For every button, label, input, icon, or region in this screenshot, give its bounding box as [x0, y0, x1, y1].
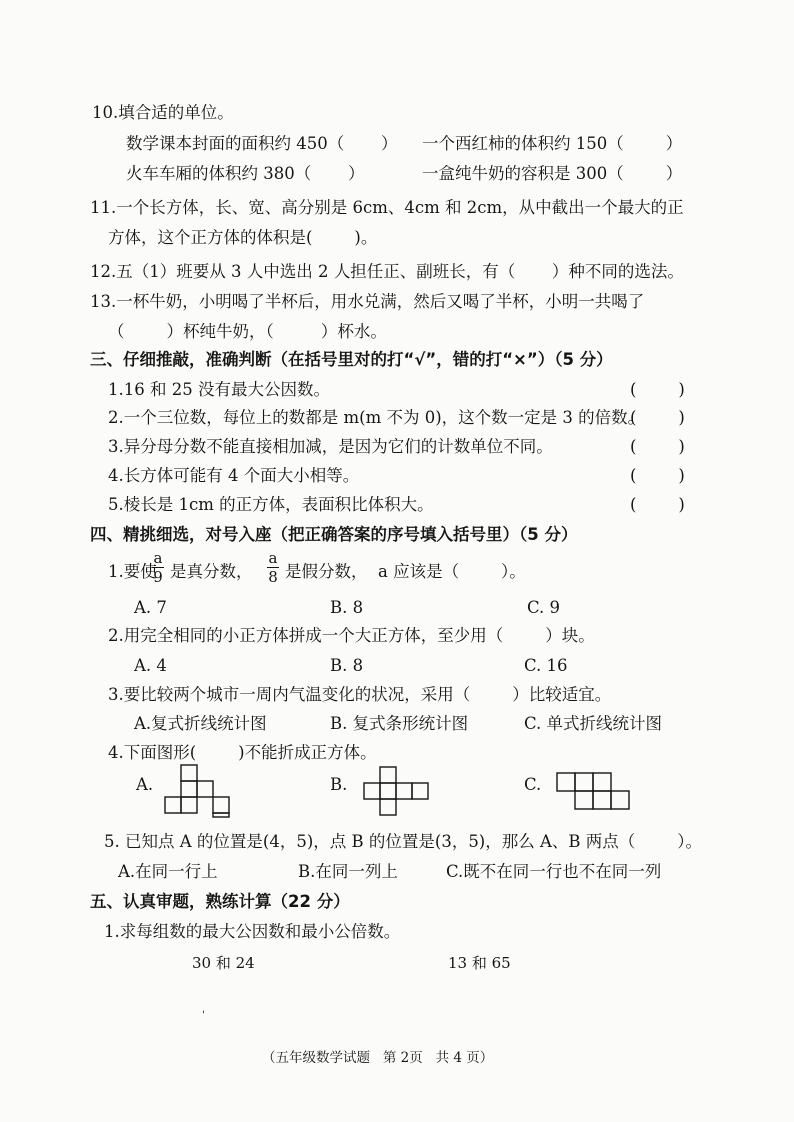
s4-q4-option-c: C. — [524, 775, 542, 794]
s4-q1-option-b: B. 8 — [330, 598, 364, 617]
s3-item-5: 5.棱长是 1cm 的正方体，表面积比体积大。 — [108, 495, 434, 514]
cube-net-c — [556, 772, 630, 812]
s4-q2-option-c: C. 16 — [524, 656, 568, 675]
section4-heading: 四、精挑细选，对号入座（把正确答案的序号填入括号里）（5 分） — [90, 525, 578, 544]
stray-mark: ' — [202, 1010, 205, 1021]
s3-answer-paren-1: ( ) — [630, 380, 685, 399]
cube-net-a — [164, 764, 234, 818]
s4-q2-text: 2.用完全相同的小正方体拼成一个大正方体，至少用（ ）块。 — [108, 626, 595, 645]
q10-title: 10.填合适的单位。 — [92, 103, 234, 122]
s3-item-1: 1.16 和 25 没有最大公因数。 — [108, 380, 330, 399]
s4-q3-option-c: C. 单式折线统计图 — [524, 714, 663, 733]
s4-q1-option-c: C. 9 — [527, 598, 561, 617]
s4-q5-option-a: A.在同一行上 — [118, 862, 218, 881]
s5-pair-1: 30 和 24 — [192, 954, 255, 972]
s3-answer-paren-3: ( ) — [630, 437, 685, 456]
q11-line1: 11.一个长方体，长、宽、高分别是 6cm、4cm 和 2cm，从中截出一个最大的正 — [90, 198, 684, 217]
q10-line2-right: 一盒纯牛奶的容积是 300（ ） — [422, 164, 683, 183]
s4-q1-fraction-a-over-8 — [267, 550, 279, 585]
s3-item-4: 4.长方体可能有 4 个面大小相等。 — [108, 466, 360, 485]
frac1-numerator: a — [153, 549, 163, 567]
s3-item-3: 3.异分母分数不能直接相加减，是因为它们的计数单位不同。 — [108, 437, 553, 456]
cube-net-b — [363, 766, 433, 818]
s4-q1-suffix: 是假分数， a 应该是（ ）。 — [285, 562, 526, 581]
s3-answer-paren-5: ( ) — [630, 495, 685, 514]
s4-q1-prefix: 1.要使 — [108, 562, 157, 581]
s4-q2-option-a: A. 4 — [134, 656, 167, 675]
s4-q2-option-b: B. 8 — [330, 656, 364, 675]
q10-line1-right: 一个西红柿的体积约 150（ ） — [422, 134, 683, 153]
s4-q5-text: 5. 已知点 A 的位置是(4，5)，点 B 的位置是(3，5)，那么 A、B 两点（ ）。 — [104, 832, 702, 851]
s3-answer-paren-4: ( ) — [630, 466, 685, 485]
q11-line2: 方体，这个正方体的体积是( )。 — [108, 228, 378, 247]
q10-line2-left: 火车车厢的体积约 380（ ） — [126, 164, 365, 183]
s4-q3-option-a: A.复式折线统计图 — [134, 714, 267, 733]
s5-q1-text: 1.求每组数的最大公因数和最小公倍数。 — [104, 922, 401, 941]
s3-item-2: 2.一个三位数，每位上的数都是 m(m 不为 0)，这个数一定是 3 的倍数。 — [108, 408, 645, 427]
page-footer: （五年级数学试题 第 2页 共 4 页） — [262, 1050, 494, 1066]
section5-heading: 五、认真审题，熟练计算（22 分） — [90, 892, 350, 911]
s4-q1-fraction-a-over-9 — [152, 550, 164, 585]
s4-q3-option-b: B. 复式条形统计图 — [330, 714, 469, 733]
frac1-denominator: 9 — [153, 568, 163, 586]
s4-q1-option-a: A. 7 — [134, 598, 167, 617]
q13-line1: 13.一杯牛奶，小明喝了半杯后，用水兑满，然后又喝了半杯，小明一共喝了 — [90, 292, 645, 311]
q10-line1-left: 数学课本封面的面积约 450（ ） — [126, 134, 398, 153]
section3-heading: 三、仔细推敲，准确判断（在括号里对的打“√”，错的打“×”）（5 分） — [90, 350, 613, 369]
s4-q4-option-b: B. — [330, 775, 348, 794]
s4-q5-option-c: C.既不在同一行也不在同一列 — [446, 862, 662, 881]
frac2-numerator: a — [268, 549, 278, 567]
s4-q5-option-b: B.在同一列上 — [298, 862, 398, 881]
s3-answer-paren-2: ( ) — [630, 408, 685, 427]
q13-line2: （ ）杯纯牛奶，（ ）杯水。 — [108, 322, 387, 341]
s4-q4-option-a: A. — [136, 775, 154, 794]
s4-q1-middle: 是真分数， — [170, 562, 253, 581]
q12-text: 12.五（1）班要从 3 人中选出 2 人担任正、副班长，有（ ）种不同的选法。 — [90, 262, 684, 281]
s4-q3-text: 3.要比较两个城市一周内气温变化的状况，采用（ ）比较适宜。 — [108, 685, 612, 704]
s4-q4-text: 4.下面图形( )不能折成正方体。 — [108, 743, 377, 762]
frac2-denominator: 8 — [268, 568, 278, 586]
s5-pair-2: 13 和 65 — [448, 954, 511, 972]
